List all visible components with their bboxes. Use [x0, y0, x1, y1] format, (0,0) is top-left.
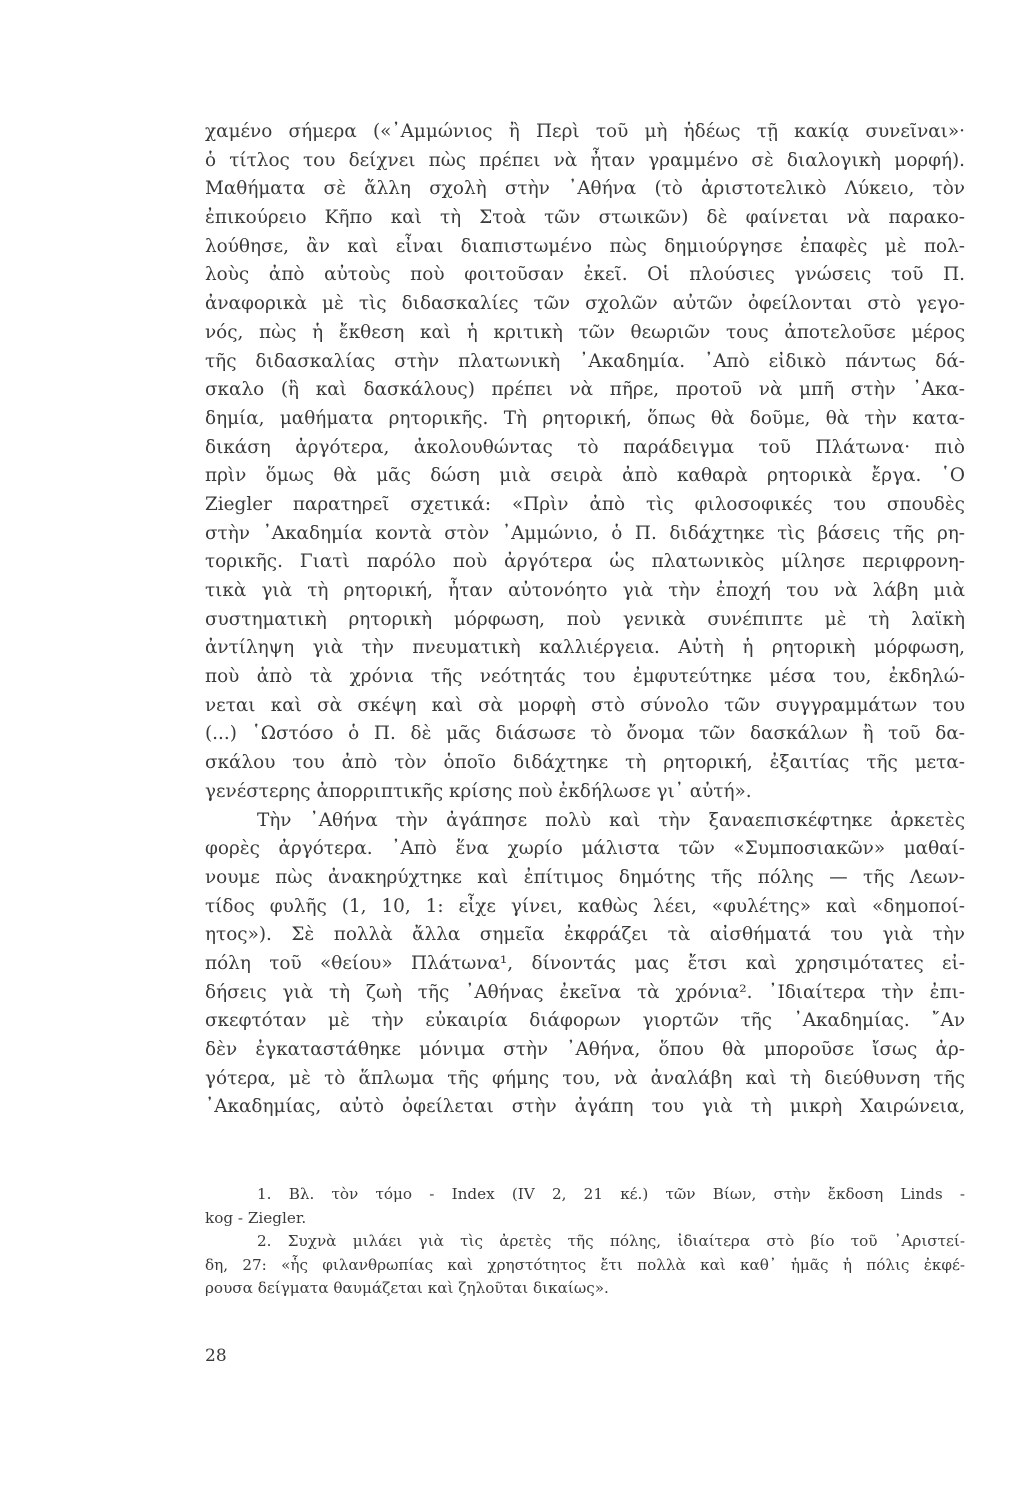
text-line: φορὲς ἀργότερα. ᾿Απὸ ἕνα χωρίο μάλιστα τῶν «Συμποσιακῶν» μαθαί- — [205, 838, 965, 860]
footnotes — [205, 1183, 965, 1301]
paragraph-start-line: Τὴν ᾿Αθήνα τὴν ἀγάπησε πολὺ καὶ τὴν ξαναεπισκέφτηκε ἀρκετὲς — [257, 809, 965, 831]
text-line: ἀναφορικὰ μὲ τὶς διδασκαλίες τῶν σχολῶν αὐτῶν ὀφείλονται στὸ γεγο- — [205, 293, 965, 315]
text-line: σκαλο (ἢ καὶ δασκάλους) πρέπει νὰ πῆρε, προτοῦ νὰ μπῆ στὴν ᾿Ακα- — [205, 379, 965, 401]
text-line: (...) ῾Ωστόσο ὁ Π. δὲ μᾶς διάσωσε τὸ ὄνομα τῶν δασκάλων ἢ τοῦ δα- — [205, 723, 965, 745]
text-line: δημία, μαθήματα ρητορικῆς. Τὴ ρητορική, ὅπως θὰ δοῦμε, θὰ τὴν κατα- — [205, 407, 965, 429]
text-line: σκάλου του ἀπὸ τὸν ὁποῖο διδάχτηκε τὴ ρητορική, ἐξαιτίας τῆς μετα- — [205, 752, 965, 774]
text-line: σκεφτόταν μὲ τὴν εὐκαιρία διάφορων γιορτῶν τῆς ᾿Ακαδημίας. ῎Αν — [205, 1010, 965, 1032]
text-line: Μαθήματα σὲ ἄλλη σχολὴ στὴν ᾿Αθήνα (τὸ ἀριστοτελικὸ Λύκειο, τὸν — [205, 178, 965, 200]
footnote-line: kog - Ziegler. — [205, 1208, 307, 1227]
text-line: τίδος φυλῆς (1, 10, 1: εἶχε γίνει, καθὼς λέει, «φυλέτης» καὶ «δημοποί- — [205, 895, 965, 917]
body-text — [205, 118, 965, 1122]
text-line: στὴν ᾿Ακαδημία κοντὰ στὸν ᾿Αμμώνιο, ὁ Π. διδάχτηκε τὶς βάσεις τῆς ρη- — [205, 522, 965, 544]
text-line: συστηματικὴ ρητορικὴ μόρφωση, ποὺ γενικὰ συνέπιπτε μὲ τὴ λαϊκὴ — [205, 608, 965, 630]
text-line: τορικῆς. Γιατὶ παρόλο ποὺ ἀργότερα ὡς πλατωνικὸς μίλησε περιφρονη- — [205, 551, 965, 573]
text-line: λοὺς ἀπὸ αὐτοὺς ποὺ φοιτοῦσαν ἐκεῖ. Οἱ πλούσιες γνώσεις τοῦ Π. — [205, 264, 965, 286]
text-line: πρὶν ὅμως θὰ μᾶς δώση μιὰ σειρὰ ἀπὸ καθαρὰ ρητορικὰ ἔργα. ῾Ο — [205, 465, 965, 487]
footnote-line: 1. Βλ. τὸν τόμο - Index (IV 2, 21 κέ.) τῶν Βίων, στὴν ἔκδοση Linds - — [257, 1185, 965, 1203]
page-number: 28 — [205, 1346, 227, 1366]
text-line: τικὰ γιὰ τὴ ρητορική, ἦταν αὐτονόητο γιὰ τὴν ἐποχή του νὰ λάβη μιὰ — [205, 580, 965, 601]
text-line: δήσεις γιὰ τὴ ζωὴ τῆς ᾿Αθήνας ἐκεῖνα τὰ χρόνια². ᾿Ιδιαίτερα τὴν ἐπι- — [205, 981, 965, 1003]
footnote-line: δη, 27: «ἧς φιλανθρωπίας καὶ χρηστότητος ἔτι πολλὰ καὶ καθ᾿ ἡμᾶς ἡ πόλις ἐκφέ- — [205, 1255, 965, 1274]
footnote-line: 2. Συχνὰ μιλάει γιὰ τὶς ἀρετὲς τῆς πόλης, ἰδιαίτερα στὸ βίο τοῦ ᾿Αριστεί- — [257, 1232, 965, 1250]
text-line: νεται καὶ σὰ σκέψη καὶ σὰ μορφὴ στὸ σύνολο τῶν συγγραμμάτων του — [205, 694, 965, 716]
text-line: πόλη τοῦ «θείου» Πλάτωνα¹, δίνοντάς μας ἔτσι καὶ χρησιμότατες εἰ- — [205, 952, 965, 974]
text-line: ὁ τίτλος του δείχνει πὼς πρέπει νὰ ἦταν γραμμένο σὲ διαλογικὴ μορφή). — [205, 149, 965, 171]
paragraph-end-line: γενέστερης ἀπορριπτικῆς κρίσης ποὺ ἐκδήλωσε γι᾿ αὐτή». — [205, 780, 752, 802]
text-line: νός, πὼς ἡ ἔκθεση καὶ ἡ κριτικὴ τῶν θεωριῶν τους ἀποτελοῦσε μέρος — [205, 321, 965, 343]
text-line: ἀντίληψη γιὰ τὴν πνευματικὴ καλλιέργεια. Αὐτὴ ἡ ρητορικὴ μόρφωση, — [205, 637, 965, 659]
text-line: νουμε πὼς ἀνακηρύχτηκε καὶ ἐπίτιμος δημότης τῆς πόλης — τῆς Λεων- — [205, 866, 965, 888]
text-line: γότερα, μὲ τὸ ἅπλωμα τῆς φήμης του, νὰ ἀναλάβη καὶ τὴ διεύθυνση τῆς — [205, 1067, 965, 1089]
text-line: ποὺ ἀπὸ τὰ χρόνια τῆς νεότητάς του ἐμφυτεύτηκε μέσα του, ἐκδηλώ- — [205, 666, 965, 688]
text-line: Ziegler παρατηρεῖ σχετικά: «Πρὶν ἀπὸ τὶς φιλοσοφικές του σπουδὲς — [205, 493, 965, 515]
text-line: λούθησε, ἂν καὶ εἶναι διαπιστωμένο πὼς δημιούργησε ἐπαφὲς μὲ πολ- — [205, 235, 965, 257]
text-line: δικάση ἀργότερα, ἀκολουθώντας τὸ παράδειγμα τοῦ Πλάτωνα· πιὸ — [205, 436, 965, 458]
footnote-line: ρουσα δείγματα θαυμάζεται καὶ ζηλοῦται δικαίως». — [205, 1279, 609, 1297]
text-line: χαμένο σήμερα («᾿Αμμώνιος ἢ Περὶ τοῦ μὴ ἡδέως τῇ κακίᾳ συνεῖναι»· — [205, 121, 965, 142]
text-line: ἐπικούρειο Κῆπο καὶ τὴ Στοὰ τῶν στωικῶν) δὲ φαίνεται νὰ παρακο- — [205, 207, 965, 229]
text-line: ᾿Ακαδημίας, αὐτὸ ὀφείλεται στὴν ἀγάπη του γιὰ τὴ μικρὴ Χαιρώνεια, — [205, 1096, 965, 1118]
text-line: δὲν ἐγκαταστάθηκε μόνιμα στὴν ᾿Αθήνα, ὅπου θὰ μποροῦσε ἴσως ἀρ- — [205, 1039, 965, 1060]
text-line: ητος»). Σὲ πολλὰ ἄλλα σημεῖα ἐκφράζει τὰ αἰσθήματά του γιὰ τὴν — [205, 924, 965, 946]
text-line: τῆς διδασκαλίας στὴν πλατωνικὴ ᾿Ακαδημία. ᾿Απὸ εἰδικὸ πάντως δά- — [205, 350, 965, 372]
